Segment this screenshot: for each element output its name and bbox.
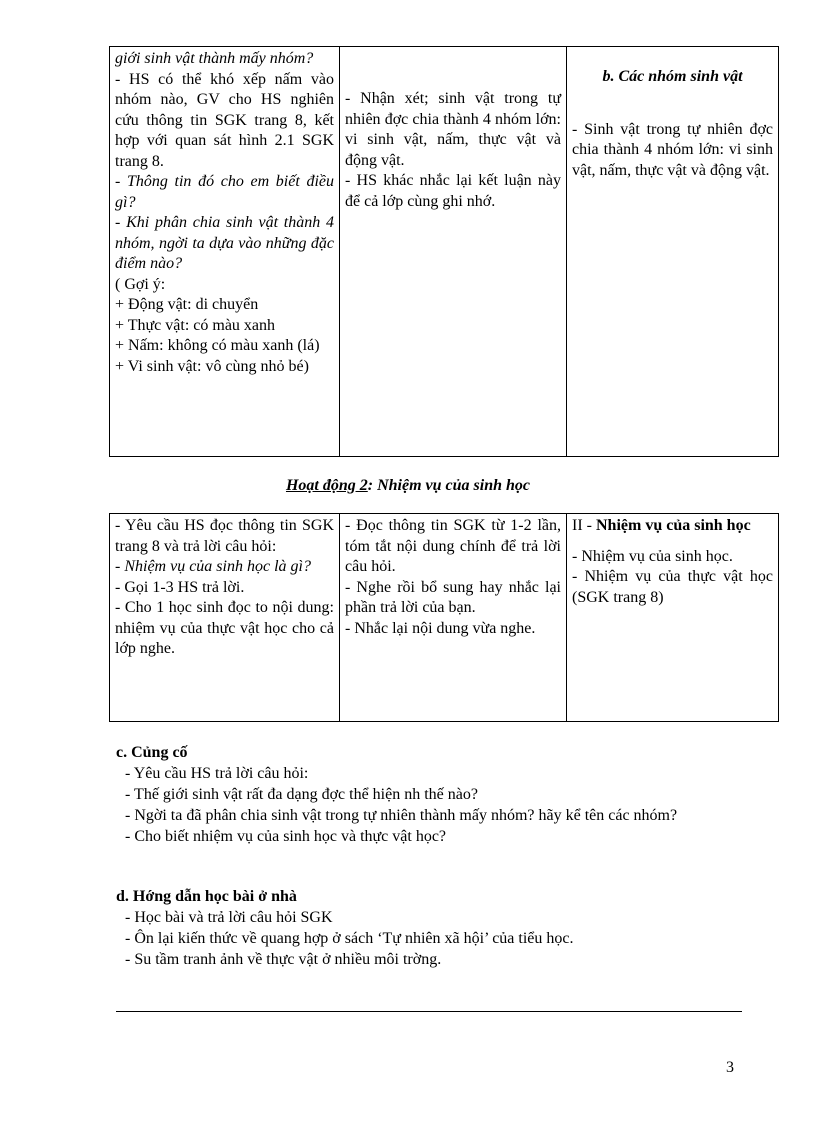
cell-line: + Nấm: không có màu xanh (lá) <box>115 337 320 354</box>
section-item: - Cho biết nhiệm vụ của sinh học và thực vật học? <box>125 828 447 845</box>
student-activity-cell <box>340 514 567 722</box>
content-heading <box>572 516 773 537</box>
heading-prefix: II - <box>572 517 596 534</box>
cell-line: - Nhắc lại nội dung vừa nghe. <box>345 619 536 637</box>
section-item: - Ôn lại kiến thức về quang hợp ở sách ‘Tự nhiên xã hội’ của tiểu học. <box>125 930 574 947</box>
content-cell <box>567 47 779 457</box>
activity2-heading <box>0 477 816 495</box>
cell-line: - Nghe rồi bổ sung hay nhắc lại phần trả lời của bạn. <box>345 578 561 616</box>
teacher-activity-cell <box>110 514 340 722</box>
cell-line: - Cho 1 học sinh đọc to nội dung: nhiệm vụ của thực vật học cho cả lớp nghe. <box>115 599 334 657</box>
cell-line: - Khi phân chia sinh vật thành 4 nhóm, ngời ta dựa vào những đặc điểm nào? <box>115 214 334 272</box>
section-item: - Học bài và trả lời câu hỏi SGK <box>125 909 333 926</box>
footer-divider <box>116 1011 742 1012</box>
cell-line: + Thực vật: có màu xanh <box>115 316 276 334</box>
section-item: - Ngời ta đã phân chia sinh vật trong tự nhiên thành mấy nhóm? hãy kể tên các nhóm? <box>125 807 678 824</box>
cell-line: - Thông tin đó cho em biết điều gì? <box>115 173 334 211</box>
section-homework <box>116 886 746 970</box>
activity2-title: : Nhiệm vụ của sinh học <box>367 477 531 494</box>
cell-line: - HS khác nhắc lại kết luận này để cả lớp cùng ghi nhớ. <box>345 172 561 210</box>
section-title: c. Củng cố <box>116 744 188 761</box>
cell-line: giới sinh vật thành mấy nhóm? <box>115 50 314 67</box>
activity2-label: Hoạt động 2 <box>285 477 368 494</box>
section-item: - Yêu cầu HS trả lời câu hỏi: <box>125 765 309 782</box>
cell-line: + Động vật: di chuyển <box>115 296 259 313</box>
section-title: d. Hớng dẫn học bài ở nhà <box>116 888 297 905</box>
cell-line: - Sinh vật trong tự nhiên đợc chia thành 4 nhóm lớn: vi sinh vật, nấm, thực vật và động vật. <box>572 120 773 179</box>
cell-line: - Đọc thông tin SGK từ 1-2 lần, tóm tắt nội dung chính để trả lời câu hỏi. <box>345 517 561 575</box>
cell-line: + Vi sinh vật: vô cùng nhỏ bé) <box>115 357 309 375</box>
cell-line: - Nhiệm vụ của thực vật học (SGK trang 8) <box>572 568 773 606</box>
section-item: - Su tầm tranh ảnh về thực vật ở nhiều môi trờng. <box>125 951 442 968</box>
section-consolidation <box>116 742 746 847</box>
section-item: - Thế giới sinh vật rất đa dạng đợc thể hiện nh thế nào? <box>125 786 478 803</box>
student-activity-cell <box>340 47 567 457</box>
teacher-activity-cell <box>110 47 340 457</box>
cell-line: ( Gợi ý: <box>115 275 166 293</box>
cell-line: - HS có thể khó xếp nấm vào nhóm nào, GV cho HS nghiên cứu thông tin SGK trang 8, kết hợp với quan sát hình 2.1 SGK trang 8. <box>115 70 334 170</box>
cell-line: - Nhận xét; sinh vật trong tự nhiên đợc chia thành 4 nhóm lớn: vi sinh vật, nấm, thực vật và động vật. <box>345 90 561 169</box>
activity1-table <box>109 46 779 457</box>
heading-text: Nhiệm vụ của sinh học <box>595 517 751 534</box>
content-heading: b. Các nhóm sinh vật <box>602 68 743 85</box>
content-cell <box>567 514 779 722</box>
cell-line: - Yêu cầu HS đọc thông tin SGK trang 8 và trả lời câu hỏi: <box>115 517 334 555</box>
page-number: 3 <box>726 1059 734 1076</box>
cell-line: - Nhiệm vụ của sinh học. <box>572 547 733 565</box>
cell-line: - Nhiệm vụ của sinh học là gì? <box>115 558 311 575</box>
activity2-table <box>109 513 779 722</box>
cell-line: - Gọi 1-3 HS trả lời. <box>115 578 245 596</box>
